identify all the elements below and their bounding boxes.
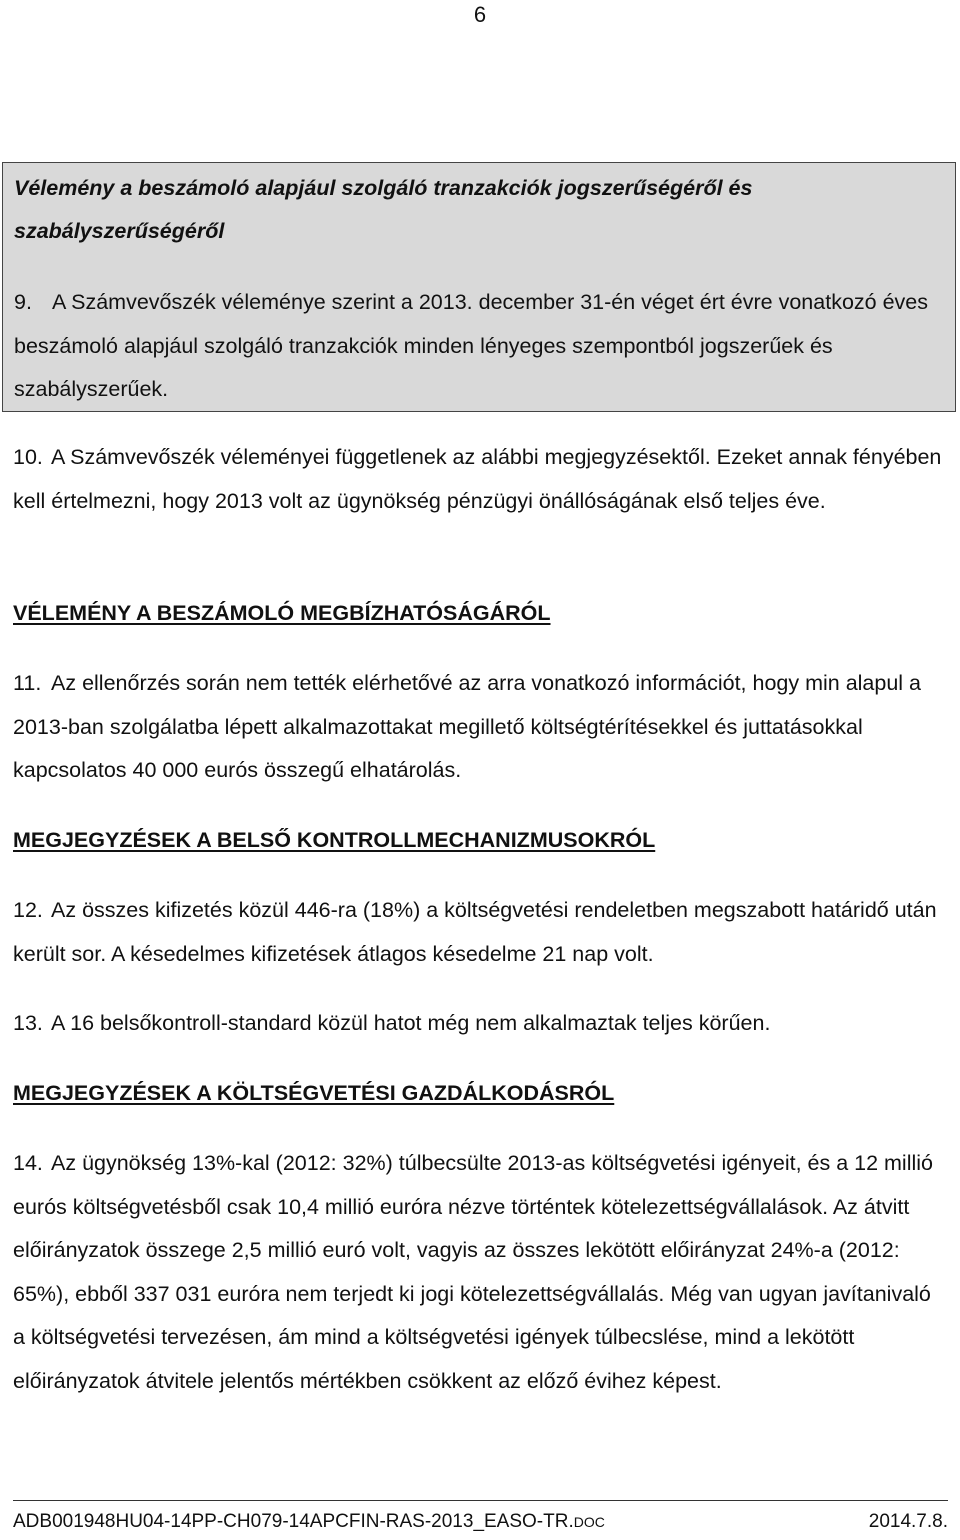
paragraph-text: Az összes kifizetés közül 446-ra (18%) a költségvetési rendeletben megszabott határidő után került sor. A késedelmes kifizetések átlagos késedelme 21 nap volt.	[13, 898, 937, 966]
paragraph-13	[13, 1002, 948, 1046]
paragraph-text: Az ügynökség 13%-kal (2012: 32%) túlbecsülte 2013-as költségvetési igényeit, és a 12 millió eurós költségvetésből csak 10,4 millió euróra nézve történtek kötelezettségvállalások. Az átvitt előirányzatok összege 2,5 millió euró volt, vagyis az összes lekötött előirányzat 24%-a (2012: 65%), ebből 337 031 euróra nem terjedt ki jogi kötelezettségvállalás. Még van ugyan javítanivaló a költségvetési tervezésen, ám mind a költségvetési igények túlbecslése, mind a lekötött előirányzatok átvitele jelentős mértékben csökkent az előző évihez képest.	[13, 1151, 933, 1393]
paragraph-11-block	[13, 662, 948, 793]
section-heading-reliability: VÉLEMÉNY A BESZÁMOLÓ MEGBÍZHATÓSÁGÁRÓL	[13, 601, 551, 625]
paragraph-text: A Számvevőszék véleménye szerint a 2013. december 31-én véget ért évre vonatkozó éves beszámoló alapjául szolgáló tranzakciók minden lényeges szempontból jogszerűek és szabályszerűek.	[14, 290, 928, 401]
footer-document-reference	[13, 1511, 605, 1533]
footer-date: 2014.7.8.	[868, 1511, 948, 1532]
section-heading-budget: MEGJEGYZÉSEK A KÖLTSÉGVETÉSI GAZDÁLKODÁSRÓL	[13, 1081, 615, 1105]
paragraph-14	[13, 1142, 948, 1403]
internal-control-section	[13, 825, 948, 855]
paragraph-9	[14, 281, 945, 412]
paragraph-10-block	[13, 436, 948, 523]
paragraph-14-block	[13, 1142, 948, 1403]
paragraph-number: 14.	[13, 1151, 43, 1175]
paragraph-text: A 16 belsőkontroll-standard közül hatot még nem alkalmaztak teljes körűen.	[51, 1011, 771, 1035]
paragraph-number: 9.	[14, 290, 32, 314]
paragraph-number: 13.	[13, 1011, 43, 1035]
paragraph-number: 12.	[13, 898, 43, 922]
page-footer	[13, 1500, 948, 1533]
legality-opinion-heading: Vélemény a beszámoló alapjául szolgáló tranzakciók jogszerűségéről és szabályszerűségéről	[14, 176, 753, 243]
paragraph-text: A Számvevőszék véleményei függetlenek az alábbi megjegyzésektől. Ezeket annak fényében kell értelmezni, hogy 2013 volt az ügynökség pénzügyi önállóságának első teljes éve.	[13, 445, 942, 513]
paragraph-12-block	[13, 889, 948, 976]
paragraph-text: Az ellenőrzés során nem tették elérhetővé az arra vonatkozó információt, hogy min alapul a 2013-ban szolgálatba lépett alkalmazottakat megillető költségtérítésekkel és juttatásokkal kapcsolatos 40 000 eurós összegű elhatárolás.	[13, 671, 922, 782]
legality-opinion-box	[2, 162, 956, 412]
paragraph-10	[13, 436, 948, 523]
footer-doc-id: ADB001948HU04-14PP-CH079-14APCFIN-RAS-2013_EASO-TR.	[13, 1511, 574, 1532]
footer-doc-extension: DOC	[573, 1514, 605, 1530]
paragraph-number: 11.	[13, 671, 42, 695]
paragraph-13-block	[13, 1002, 948, 1046]
page-number: 6	[473, 2, 487, 27]
paragraph-12	[13, 889, 948, 976]
budget-section	[13, 1078, 948, 1108]
section-heading-internal-control: MEGJEGYZÉSEK A BELSŐ KONTROLLMECHANIZMUSOKRÓL	[13, 828, 656, 852]
paragraph-11	[13, 662, 948, 793]
paragraph-number: 10.	[13, 445, 43, 469]
reliability-section	[13, 598, 948, 628]
